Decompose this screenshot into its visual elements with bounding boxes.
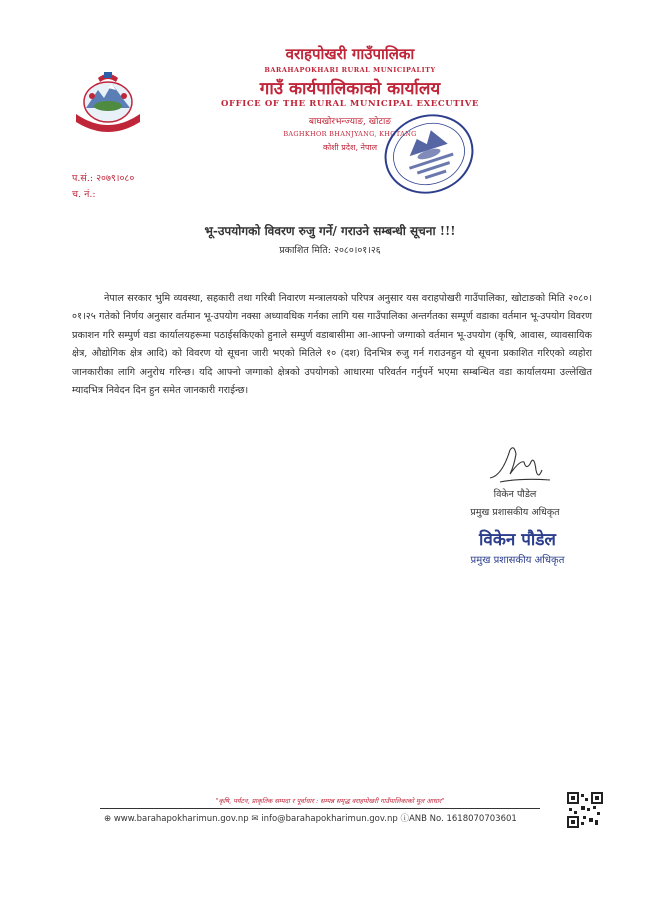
municipality-name-np: वराहपोखरी गाउँपालिका bbox=[285, 45, 415, 63]
office-round-stamp-icon bbox=[380, 110, 478, 198]
footer-slogan: "कृषि, पर्यटन, प्राकृतिक सम्पदा र पूर्वाधार : सम्पन्न समृद्ध वराहपोखरी गाउँपालिकाको मूल आधार" bbox=[215, 797, 445, 805]
province-np: कोशी प्रदेश, नेपाल bbox=[322, 143, 378, 152]
footer-divider bbox=[100, 808, 540, 809]
address-en: BAGHKHOR BHANJYANG, KHOTANG bbox=[283, 130, 417, 138]
office-name-en: OFFICE OF THE RURAL MUNICIPAL EXECUTIVE bbox=[220, 99, 480, 109]
email-icon: ✉ bbox=[251, 814, 259, 824]
email-link[interactable]: info@barahapokharimun.gov.np bbox=[261, 814, 398, 824]
name-stamp: विकेन पौडेल bbox=[479, 530, 556, 550]
website-link[interactable]: www.barahapokharimun.gov.np bbox=[113, 814, 249, 824]
pan-number: ANB No. 1618070703601 bbox=[408, 814, 517, 824]
notice-body-text: नेपाल सरकार भुमि व्यवस्था, सहकारी तथा गरिबी निवारण मन्त्रालयको परिपत्र अनुसार यस वराहपोखरी गाउँपालिका, खोटाङको मिति २०८०।०१।२५ गतेको निर्णय अनुसार वर्तमान भू-उपयोग नक्सा अध्यावधिक गर्नका लागि यस गाउँपालिका अन्तर्गतका सम्पूर्ण वडाका वर्तमान भू-उपयोग विवरण प्रकाशन गरि सम्पुर्ण वडा कार्यालयहरूमा पठाईसकिएको हुनाले सम्पुर्ण वडाबासीमा आ-आफ्नो जग्गाको वर्तमान भू-उपयोग (कृषि, आवास, व्यावसायिक क्षेत्र, औद्योगिक क्षेत्र आदि) को विवरण यो सूचना जारी भएको मितिले १० (दश) दिनभित्र रुजु गर्न गराउनहुन यो सूचना प्रकाशित गरिएको व्यहोरा जानकारीका लागि अनुरोध गरिन्छ। यदि आफ्नो जग्गाको क्षेत्रको उपयोगको आधारमा परिवर्तन गर्नुपर्ने भएमा सम्बन्धित वडा कार्यालयमा उल्लेखित म्यादभित्र निवेदन दिन हुन समेत जानकारी गराईन्छ। bbox=[72, 293, 592, 397]
title-stamp: प्रमुख प्रशासकीय अधिकृत bbox=[470, 555, 565, 566]
notice-body bbox=[72, 290, 592, 400]
footer-contact bbox=[104, 812, 544, 824]
notice-title: भू-उपयोगको विवरण रुजु गर्ने/ गराउने सम्बन्धी सूचना !!! bbox=[204, 224, 456, 238]
signatory-title: प्रमुख प्रशासकीय अधिकृत bbox=[470, 507, 560, 518]
letter-number: प.सं.: २०७९।०८० bbox=[72, 173, 135, 184]
address-np: बाघखोरभन्ज्याङ, खोटाङ bbox=[308, 117, 392, 127]
municipality-name-en: BARAHAPOKHARI RURAL MUNICIPALITY bbox=[264, 66, 436, 74]
globe-icon: ⊕ bbox=[104, 814, 112, 824]
dispatch-number: च. नं.: bbox=[72, 189, 96, 200]
pan-icon: ⓘ bbox=[400, 814, 409, 824]
qr-code-icon bbox=[567, 792, 603, 828]
nepal-emblem-icon bbox=[68, 66, 148, 136]
signatory-name: विकेन पौडेल bbox=[493, 489, 537, 500]
signature-icon bbox=[480, 440, 560, 490]
office-name-np: गाउँ कार्यपालिकाको कार्यालय bbox=[259, 79, 441, 99]
published-date: प्रकाशित मिति: २०८०।०१।२६ bbox=[279, 245, 381, 256]
